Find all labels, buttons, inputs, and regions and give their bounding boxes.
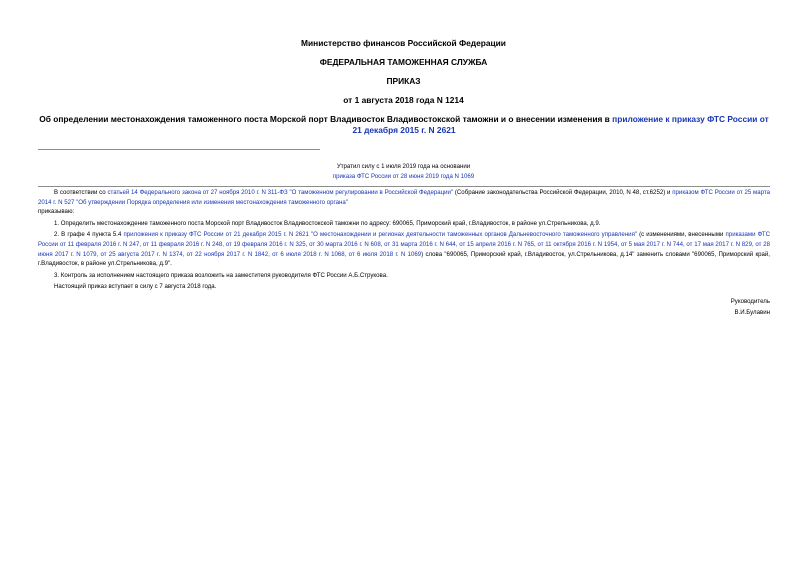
ministry-heading: Министерство финансов Российской Федерации (301, 38, 506, 48)
item-1-paragraph: 1. Определить местонахождение таможенного поста Морской порт Владивосток Владивостокской таможни по адресу: 690065, Приморский край, г.Владивосток, в районе ул.Стрельникова, д.9. (54, 219, 601, 227)
preamble-text-1: В соответствии со (54, 189, 108, 196)
doc-type-heading: ПРИКАЗ (386, 76, 421, 86)
status-note-link-line (0, 172, 807, 181)
preamble-paragraph (38, 188, 770, 207)
divider-long (38, 186, 770, 187)
order-verb: приказываю: (38, 208, 75, 216)
amending-orders-link[interactable]: приказами ФТС России от 11 февраля 2016 г. N 247, от 11 февраля 2016 г. N 248, от 19 февраля 2016 г. N 325, от 30 марта 2016 г. N 608, от 31 марта 2016 г. N 644, от 15 апреля 2016 г. N 765, от 11 октября 2016 г. N 1954, от 5 мая 2017 г. N 744, от 17 мая 2017 г. N 829, от 28 июня 2017 г. N 1079, от 25 августа 2017 г. N 1374, от 22 ноября 2017 г. N 1842, от 6 июля 2018 г. N 1068, от 6 июля 2018 г. N 1069 (38, 231, 770, 258)
status-note: Утратил силу с 1 июля 2019 года на основании (336, 163, 471, 170)
item-2-text-1: 2. В графе 4 пункта 5.4 (54, 231, 124, 239)
document-title (38, 114, 770, 136)
repeal-order-link[interactable]: приказа ФТС России от 28 июня 2019 года N 1069 (332, 173, 475, 180)
document-body (38, 188, 770, 292)
item-2-text-2: (с изменениями, внесенными (637, 231, 726, 239)
item-2-paragraph (38, 230, 770, 268)
item-2-text-3: ) слова "690065, Приморский край, г.Владивосток, ул.Стрельникова, д.14" заменить словами "690065, Приморский край, г.Владивосток, в районе ул.Стрельникова, д.9". (38, 250, 770, 268)
doc-date-number: от 1 августа 2018 года N 1214 (343, 95, 464, 105)
preamble-text-2: (Собрание законодательства Российской Федерации, 2010, N 48, ст.6252) и (453, 189, 673, 196)
effective-date-paragraph: Настоящий приказ вступает в силу с 7 августа 2018 года. (54, 283, 217, 291)
item-3-paragraph: 3. Контроль за исполнением настоящего приказа возложить на заместителя руководителя ФТС России А.Б.Струкова. (54, 271, 388, 279)
service-heading: ФЕДЕРАЛЬНАЯ ТАМОЖЕННАЯ СЛУЖБА (319, 57, 488, 67)
signature-block (731, 296, 770, 318)
signatory-role: Руководитель (730, 298, 770, 305)
signatory-name: В.И.Булавин (734, 309, 770, 316)
appendix-order-2621-link[interactable]: приложения к приказу ФТС России от 21 декабря 2015 г. N 2621 "О местонахождении и регионах деятельности таможенных органов Дальневосточного таможенного управления" (123, 231, 638, 239)
law-311-fz-link[interactable]: статьей 14 Федерального закона от 27 ноября 2010 г. N 311-ФЗ "О таможенном регулировании в Российской Федерации" (107, 189, 454, 196)
order-527-link[interactable]: приказом ФТС России от 25 марта 2014 г. N 527 "Об утверждении Порядка определения или изменения местонахождения таможенного органа" (38, 189, 770, 206)
title-amended-order-link[interactable]: приложение к приказу ФТС России от 21 декабря 2015 г. N 2621 (352, 114, 769, 135)
divider-short (38, 149, 320, 150)
document-title-text: Об определении местонахождения таможенного поста Морской порт Владивосток Владивостокской таможни и о внесении изменения в (39, 114, 613, 124)
